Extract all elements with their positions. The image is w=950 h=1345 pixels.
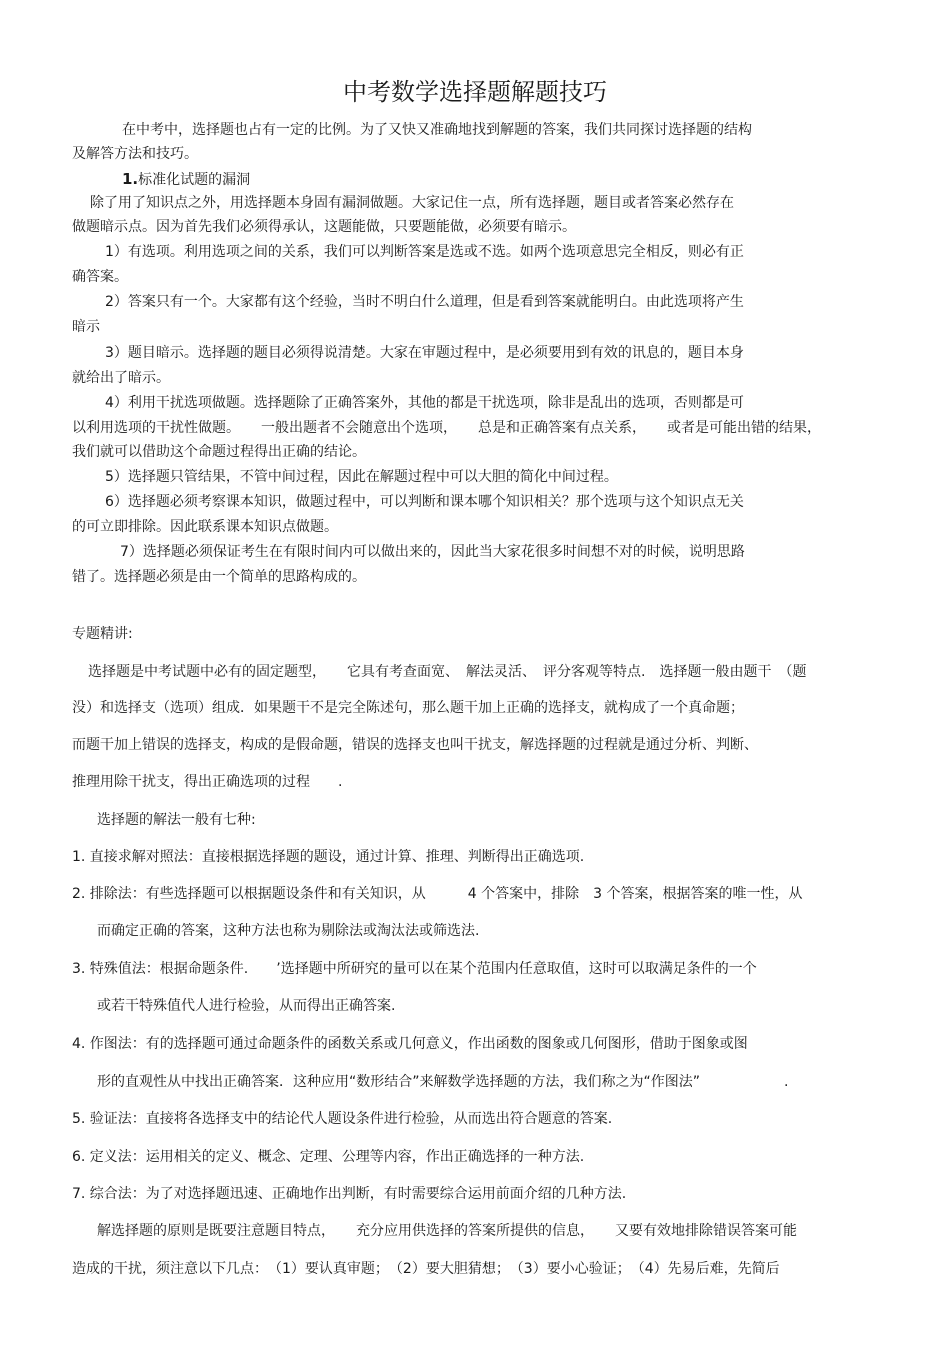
method-item: 6. 定义法：运用相关的定义、概念、定理、公理等内容，作出正确选择的一种方法. xyxy=(72,1149,585,1165)
body-line: 除了用了知识点之外，用选择题本身固有漏洞做题。大家记住一点，所有选择题，题目或者答案必然存在 xyxy=(90,195,734,211)
body-line: 推理用除干扰支，得出正确选项的过程 . xyxy=(72,774,343,790)
body-line: 我们就可以借助这个命题过程得出正确的结论。 xyxy=(72,444,366,460)
body-line: 4）利用干扰选项做题。选择题除了正确答案外，其他的都是干扰选项，除非是乱出的选项，否则都是可 xyxy=(105,395,744,411)
body-line: 没）和选择支（选项）组成．如果题干不是完全陈述句，那么题干加上正确的选择支，就构成了一个真命题； xyxy=(72,700,744,716)
body-line: 7）选择题必须保证考生在有限时间内可以做出来的，因此当大家花很多时间想不对的时候，说明思路 xyxy=(120,544,745,560)
section-heading: 专题精讲: xyxy=(72,626,133,642)
method-item-continued: 形的直观性从中找出正确答案．这种应用“数形结合”来解数学选择题的方法，我们称之为“作图法” . xyxy=(97,1074,789,1090)
intro-line: 在中考中，选择题也占有一定的比例。为了又快又准确地找到解题的答案，我们共同探讨选择题的结构 xyxy=(122,122,752,138)
body-line: 错了。选择题必须是由一个简单的思路构成的。 xyxy=(72,569,366,585)
method-item-continued: 或若干特殊值代人进行检验，从而得出正确答案. xyxy=(97,998,396,1014)
body-line: 解选择题的原则是既要注意题目特点， 充分应用供选择的答案所提供的信息， 又要有效地排除错误答案可能 xyxy=(97,1223,797,1239)
body-line: 6）选择题必须考察课本知识，做题过程中，可以判断和课本哪个知识相关？那个选项与这个知识点无关 xyxy=(105,494,744,510)
body-line: 5）选择题只管结果，不管中间过程，因此在解题过程中可以大胆的简化中间过程。 xyxy=(105,469,618,485)
section-heading xyxy=(122,170,250,189)
method-item: 3. 特殊值法：根据命题条件. ’选择题中所研究的量可以在某个范围内任意取值，这时可以取满足条件的一个 xyxy=(72,961,757,977)
body-line: 以利用选项的干扰性做题。 一般出题者不会随意出个选项， 总是和正确答案有点关系， 或者是可能出错的结果， xyxy=(72,420,821,436)
body-line: 的可立即排除。因此联系课本知识点做题。 xyxy=(72,519,338,535)
body-line: 2）答案只有一个。大家都有这个经验，当时不明白什么道理，但是看到答案就能明白。由此选项将产生 xyxy=(105,294,744,310)
method-item-continued: 而确定正确的答案，这种方法也称为剔除法或淘汰法或筛选法. xyxy=(97,923,480,939)
method-item: 5. 验证法：直接将各选择支中的结论代人题设条件进行检验，从而选出符合题意的答案. xyxy=(72,1111,613,1127)
body-line: 做题暗示点。因为首先我们必须得承认，这题能做，只要题能做，必须要有暗示。 xyxy=(72,219,576,235)
body-line: 而题干加上错误的选择支，构成的是假命题，错误的选择支也叫干扰支，解选择题的过程就是通过分析、判断、 xyxy=(72,737,758,753)
method-item: 1. 直接求解对照法：直接根据选择题的题设，通过计算、推理、判断得出正确选项. xyxy=(72,849,585,865)
body-line: 3）题目暗示。选择题的题目必须得说清楚。大家在审题过程中，是必须要用到有效的讯息的，题目本身 xyxy=(105,345,744,361)
body-line: 1）有选项。利用选项之间的关系，我们可以判断答案是选或不选。如两个选项意思完全相反，则必有正 xyxy=(105,244,744,260)
body-line: 就给出了暗示。 xyxy=(72,370,170,386)
body-line: 暗示 xyxy=(72,319,100,335)
body-line: 选择题是中考试题中必有的固定题型， 它具有考查面宽、 解法灵活、 评分客观等特点. 选择题一般由题干 （题 xyxy=(88,664,807,680)
method-item: 2. 排除法：有些选择题可以根据题设条件和有关知识，从 4 个答案中，排除 3 个答案，根据答案的唯一性，从 xyxy=(72,886,803,902)
page-title: 中考数学选择题解题技巧 xyxy=(343,78,607,106)
method-item: 7. 综合法：为了对选择题迅速、正确地作出判断，有时需要综合运用前面介绍的几种方法. xyxy=(72,1186,627,1202)
method-item: 4. 作图法：有的选择题可通过命题条件的函数关系或几何意义，作出函数的图象或几何图形，借助于图象或图 xyxy=(72,1036,748,1052)
methods-intro: 选择题的解法一般有七种: xyxy=(97,812,256,828)
body-line: 确答案。 xyxy=(72,269,128,285)
section-heading-text: 标准化试题的漏洞 xyxy=(138,172,251,188)
section-number: 1. xyxy=(122,170,139,188)
body-line: 造成的干扰，须注意以下几点： （1）要认真审题； （2）要大胆猜想； （3）要小心验证； （4）先易后难，先简后 xyxy=(72,1261,780,1277)
intro-line: 及解答方法和技巧。 xyxy=(72,146,198,162)
